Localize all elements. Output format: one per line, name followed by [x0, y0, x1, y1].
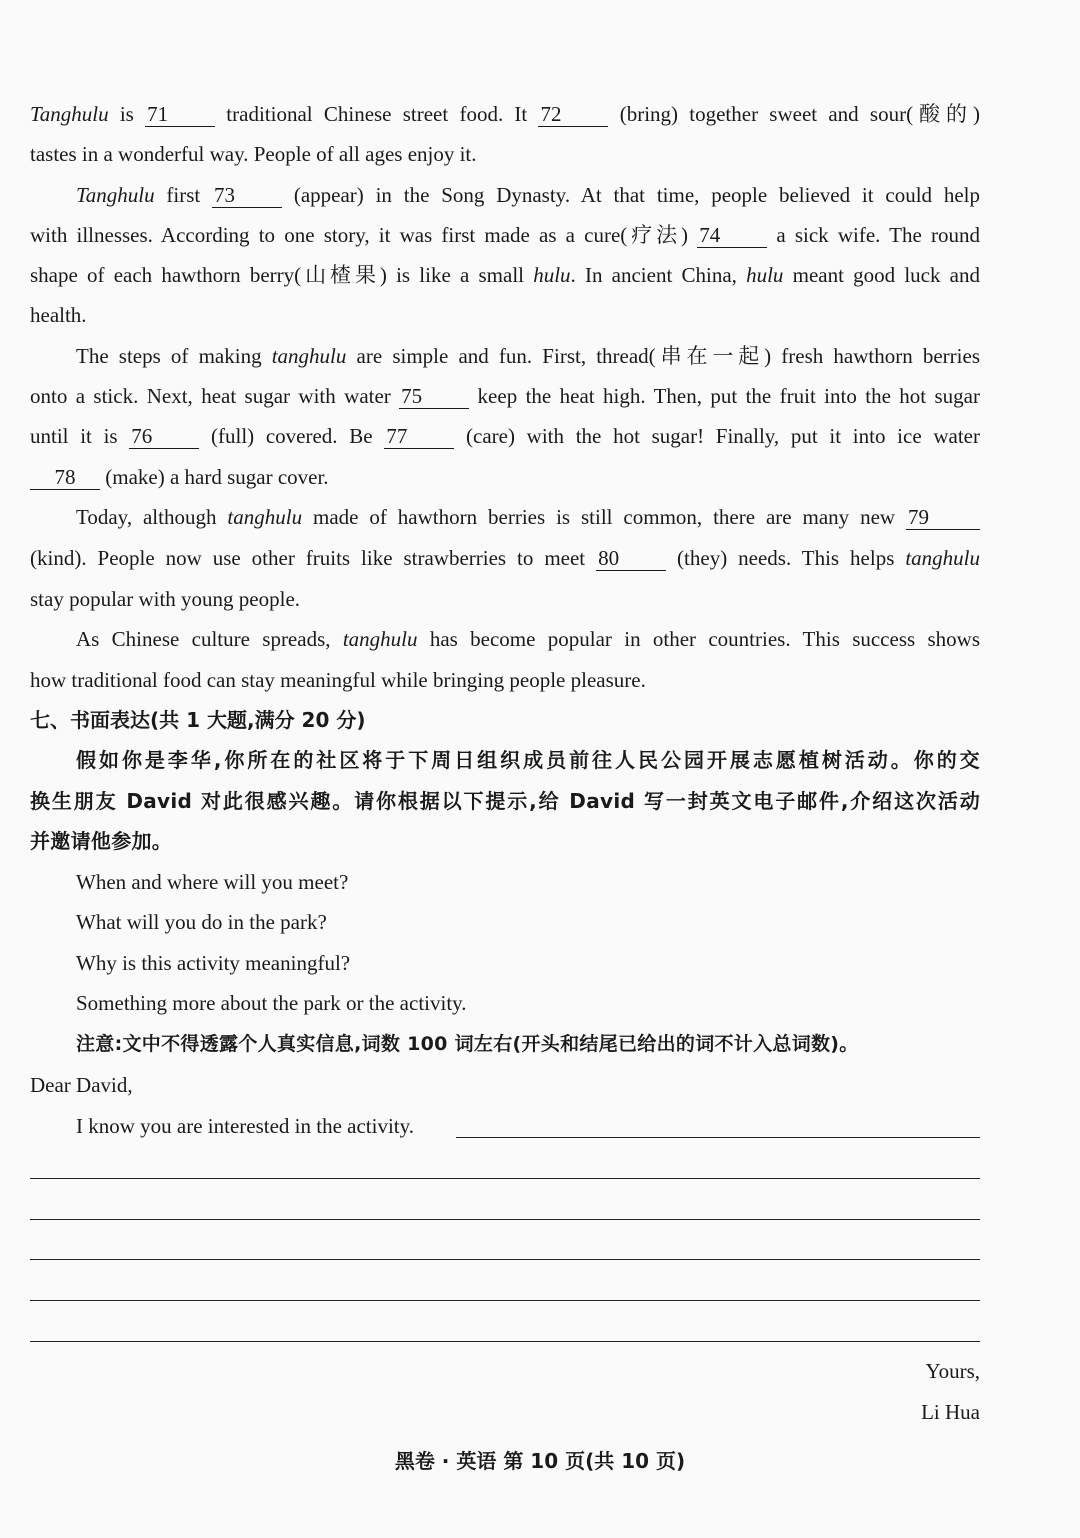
passage-line: shape of each hawthorn berry(山楂果) is like a small hulu. In ancient China, hulu meant good luck and: [30, 263, 980, 287]
passage-line: 78 (make) a hard sugar cover.: [30, 462, 980, 492]
passage-line: stay popular with young people.: [30, 587, 301, 611]
passage-line: onto a stick. Next, heat sugar with water 75 keep the heat high. Then, put the fruit into the hot sugar: [30, 384, 980, 408]
passage-line: As Chinese culture spreads, tanghulu has become popular in other countries. This success shows: [76, 627, 981, 651]
writing-line[interactable]: [30, 1178, 980, 1179]
hint-item: Something more about the park or the activity.: [76, 991, 467, 1015]
opening-sentence: I know you are interested in the activity.: [76, 1114, 415, 1138]
passage-line: until it is 76 (full) covered. Be 77 (care) with the hot sugar! Finally, put it into ice water: [30, 424, 980, 448]
passage-line: with illnesses. According to one story, it was first made as a cure(疗法) 74 a sick wife. The round: [30, 223, 980, 247]
blank-79[interactable]: 79: [906, 505, 980, 530]
note: 注意:文中不得透露个人真实信息,词数 100 词左右(开头和结尾已给出的词不计入总词数)。: [76, 1033, 859, 1055]
passage-line: Tanghulu is 71 traditional Chinese street food. It 72 (bring) together sweet and sour(酸的): [30, 102, 980, 126]
passage-line: Today, although tanghulu made of hawthorn berries is still common, there are many new 79: [76, 502, 980, 532]
blank-75[interactable]: 75: [399, 384, 469, 409]
writing-line[interactable]: [30, 1300, 980, 1301]
passage-line: health.: [30, 303, 87, 327]
hint-item: When and where will you meet?: [76, 870, 349, 894]
passage-line: The steps of making tanghulu are simple and fun. First, thread(串在一起) fresh hawthorn berries: [76, 344, 981, 368]
passage-line: how traditional food can stay meaningful while bringing people pleasure.: [30, 668, 646, 692]
blank-74[interactable]: 74: [697, 223, 767, 248]
blank-76[interactable]: 76: [129, 424, 199, 449]
hint-item: What will you do in the park?: [76, 910, 327, 934]
prompt-line: 假如你是李华,你所在的社区将于下周日组织成员前往人民公园开展志愿植树活动。你的交: [76, 748, 980, 772]
blank-72[interactable]: 72: [538, 102, 608, 127]
blank-71[interactable]: 71: [145, 102, 215, 127]
blank-73[interactable]: 73: [212, 183, 282, 208]
closing: Yours,: [925, 1359, 980, 1383]
blank-80[interactable]: 80: [596, 546, 666, 571]
section-title: 七、书面表达(共 1 大题,满分 20 分): [30, 708, 366, 732]
writing-line[interactable]: [30, 1259, 980, 1260]
writing-line[interactable]: [30, 1219, 980, 1220]
passage-line: tastes in a wonderful way. People of all ages enjoy it.: [30, 142, 477, 166]
signature: Li Hua: [921, 1400, 980, 1424]
prompt-line: 并邀请他参加。: [30, 829, 173, 853]
word-tanghulu: Tanghulu: [30, 102, 109, 126]
greeting: Dear David,: [30, 1073, 133, 1097]
blank-77[interactable]: 77: [384, 424, 454, 449]
writing-line[interactable]: [456, 1137, 980, 1138]
passage-line: Tanghulu first 73 (appear) in the Song Dynasty. At that time, people believed it could help: [76, 183, 981, 207]
prompt-line: 换生朋友 David 对此很感兴趣。请你根据以下提示,给 David 写一封英文电子邮件,介绍这次活动: [30, 789, 980, 813]
writing-line[interactable]: [30, 1341, 980, 1342]
passage-line: (kind). People now use other fruits like strawberries to meet 80 (they) needs. This helps tanghulu: [30, 546, 980, 570]
page-footer: 黑卷 · 英语 第 10 页(共 10 页): [394, 1449, 686, 1473]
blank-78[interactable]: 78: [30, 465, 100, 490]
hint-item: Why is this activity meaningful?: [76, 951, 351, 975]
